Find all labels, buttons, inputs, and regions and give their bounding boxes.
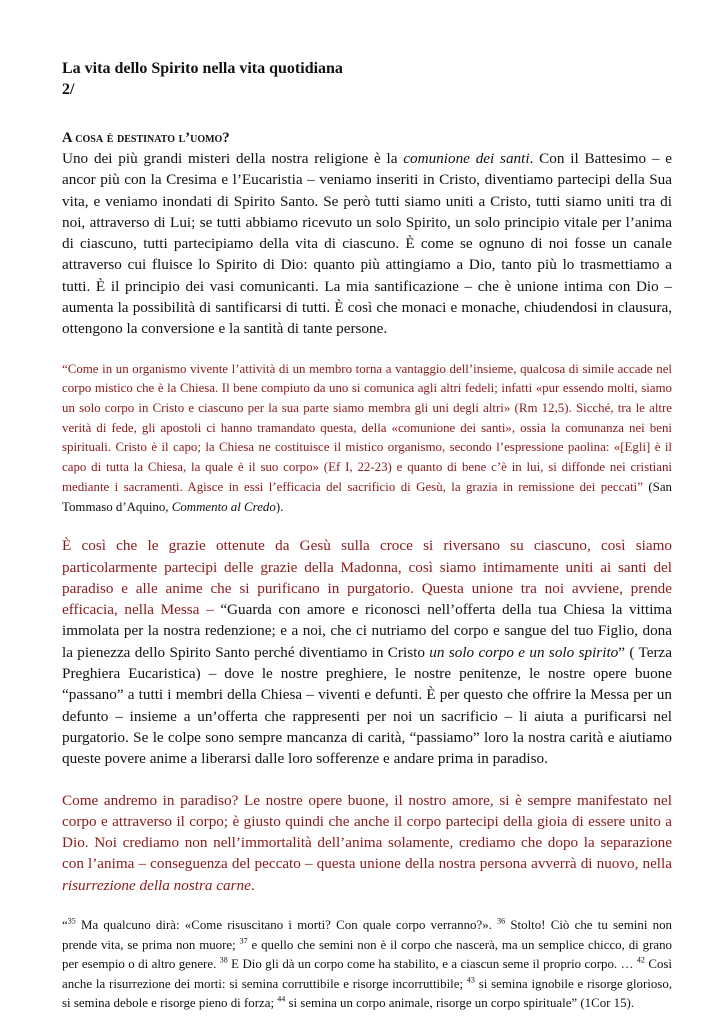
document-page xyxy=(62,58,672,1014)
verse-number: 36 xyxy=(497,916,506,926)
paragraph-paradiso: Come andremo in paradiso? Le nostre opere buone, il nostro amore, si è sempre manifestato nel corpo e attraverso il corpo; è giusto quindi che anche il corpo partecipi della gioia di essere unito a Dio. Noi crediamo non nell’immortalità dell’anima solamente, crediamo che dopo la separazione con l’anima – conseguenza del peccato – questa unione della nostra persona avverrà di nuovo, nella risurrezione della nostra carne. xyxy=(62,791,672,894)
quote-text: “Come in un organismo vivente l’attività di un membro torna a vantaggio dell’insieme, qualcosa di simile accade nel corpo mistico che è la Chiesa. Il bene compiuto da uno si comunica agli altri fedeli; infatti «pur essendo molti, siamo un solo corpo in Cristo e ciascuno per la sua parte siamo membra gli uni degli altri» (Rm 12,5). Sicché, tra le altre verità di fede, gli apostoli ci hanno tramandato questa, della «comunione dei santi», ossia la comunanza nei beni spirituali. Cristo è il capo; la Chiesa ne costituisce il mistico organismo, secondo l’espressione paolina: «[Egli] è il capo di tutta la Chiesa, la quale è il suo corpo» (Ef I, 22-23) e quanto di bene c’è in lui, si diffonde nei cristiani mediante i sacramenti. Agisce in essi l’efficacia del sacrificio di Gesù, la grazia in remissione dei peccati” xyxy=(62,361,672,494)
verse-number: 43 xyxy=(466,975,475,985)
paragraph-messa: È così che le grazie ottenute da Gesù sulla croce si riversano su ciascuno, così siamo particolarmente partecipi delle grazie della Madonna, così siamo intimamente uniti ai santi del paradiso e alle anime che si purificano in purgatorio. Questa unione tra noi avviene, prende efficacia, nella Messa – “Guarda con amore e riconosci nell’offerta della tua Chiesa la vittima immolata per la nostra redenzione; e a noi, che ci nutriamo del corpo e sangue del tuo Figlio, dona la pienezza dello Spirito Santo perché diventiamo in Cristo un solo corpo e un solo spirito” ( Terza Preghiera Eucaristica) – dove le nostre preghiere, le nostre penitenze, le nostre opere buone “passano” a tutti i membri della Chiesa – viventi e defunti. È per questo che offrire la Messa per un defunto – insieme a un’offerta che rappresenti per noi un sacrificio – li aiuta a purificarsi nel purgatorio. Se le colpe sono sempre mancanza di carità, “passiamo” loro la nostra carità e aiutiamo queste povere anime a liberarsi dalle loro sofferenze e andare prima in paradiso. xyxy=(62,537,672,768)
red-lead-text: È così che le grazie ottenute da Gesù sulla croce si riversano su ciascuno, così siamo particolarmente partecipi delle grazie della Madonna, così siamo intimamente uniti ai santi del paradiso e alle anime che si purificano in purgatorio. Questa unione tra noi avviene, prende efficacia, nella Messa – xyxy=(62,537,672,619)
quote-source: (San Tommaso d’Aquino, Commento al Credo). xyxy=(62,479,672,514)
verse-number: 38 xyxy=(219,955,228,965)
verse-number: 37 xyxy=(239,936,248,946)
emphasis-comunione: comunione dei santi xyxy=(403,150,530,167)
section-heading: A cosa è destinato l’uomo? xyxy=(62,130,230,146)
emphasis-solo-corpo: un solo corpo e un solo spirito xyxy=(429,643,619,661)
document-title: La vita dello Spirito nella vita quotidiana xyxy=(62,60,343,77)
footnote-corinthians: “$^{35}$ Ma qualcuno dirà: «Come risuscitano i morti? Con quale corpo verranno?». $^{36}$ Stolto! Ciò che tu semini non prende vita, se prima non muore; $^{37}$ e quello che semini non è il corpo che nascerà, ma un semplice chicco, di grano per esempio o di altro genere. $^{38}$ E Dio gli dà un corpo come ha stabilito, e a ciascun seme il proprio corpo. … $^{42}$ Così anche la risurrezione dei morti: si semina corruttibile e risorge incorruttibile; $^{43}$ si semina ignobile e risorge glorioso, si semina debole e risorge pieno di forza; $^{44}$ si semina un corpo animale, risorge un corpo spirituale” (1Cor 15). xyxy=(62,916,673,1011)
paragraph-intro: Uno dei più grandi misteri della nostra religione è la comunione dei santi. Con il Battesimo – e ancor più con la Cresima e l’Eucaristia – veniamo inseriti in Cristo, diventiamo partecipi della Sua vita, e veniamo inondati di Spirito Santo. Se però tutti siamo uniti a Cristo, tutti siamo uniti tra di noi, attraverso di Lui; se tutti abbiamo ricevuto un solo Spirito, un solo principio vitale per l’anima di ciascuno, tutti partecipiamo della vita di ciascuno. È come se ognuno di noi fosse un canale attraverso cui fluisce lo Spirito di Dio: quanto più attingiamo a Dio, tanto più lo trasmettiamo a tutti. È il principio dei vasi comunicanti. La mia santificazione – che è unione intima con Dio – aumenta la possibilità di santificarsi di tutti. È così che monaci e monache, chiudendosi in clausura, ottengono la conversione e la santità di tante persone. xyxy=(62,150,672,338)
emphasis-risurrezione: risurrezione della nostra carne xyxy=(62,876,251,894)
verse-number: 44 xyxy=(277,994,286,1004)
quotation-aquinas xyxy=(62,360,672,518)
verse-number: 35 xyxy=(67,916,76,926)
verse-number: 42 xyxy=(636,955,645,965)
document-subtitle: 2/ xyxy=(62,81,75,98)
